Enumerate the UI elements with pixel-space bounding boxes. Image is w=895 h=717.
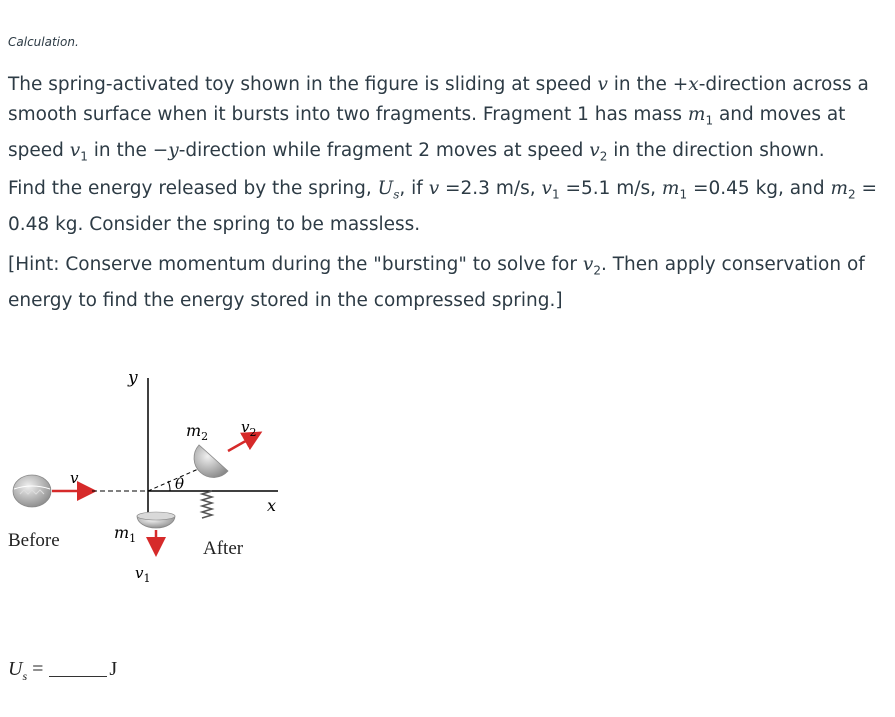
m2-label: $m_2$ [186,421,209,443]
m1-label: $m_1$ [114,523,137,545]
before-label: Before [8,530,60,551]
answer-symbol: U [8,658,23,680]
section-label: Calculation. [8,35,79,49]
after-label: After [203,538,244,559]
v1-label: $v_1$ [135,564,151,585]
x-axis-label: x [267,496,277,515]
toy-figure [0,350,320,600]
before-toy [13,475,51,507]
answer-unit: J [109,658,118,680]
answer-line [8,656,117,684]
fragment-1 [137,512,175,528]
answer-equals: = [32,658,44,680]
answer-input[interactable] [49,656,107,677]
before-v-label: v [70,469,79,487]
v2-label: $v_2$ [241,418,257,439]
answer-symbol-sub: s [22,669,28,683]
fragment-2 [194,445,228,477]
angle-arc [168,481,170,491]
problem-paragraph-1: The spring-activated toy shown in the figure is sliding at speed v in the +x-direction across a smooth surface when it bursts into two fragments. Fragment 1 has mass $m_1$ and moves at speed $v_1$ in the −y-direction while fragment 2 moves at speed $v_2$ in the direction shown. [8,74,869,164]
problem-hint: [Hint: Conserve momentum during the "bursting" to solve for $v_2$. Then apply conservation of energy to find the energy stored in the compressed spring.] [8,254,865,311]
spring [202,491,212,518]
theta-label: θ [175,475,185,493]
problem-paragraph-2: Find the energy released by the spring, $U_s$, if v =2.3 m/s, $v_1 =5.1$ m/s, $m_1 =0.45$ kg, and $m_2$ = 0.48 kg. Consider the spring to be massless. [8,178,878,235]
y-axis-label: y [128,368,138,388]
